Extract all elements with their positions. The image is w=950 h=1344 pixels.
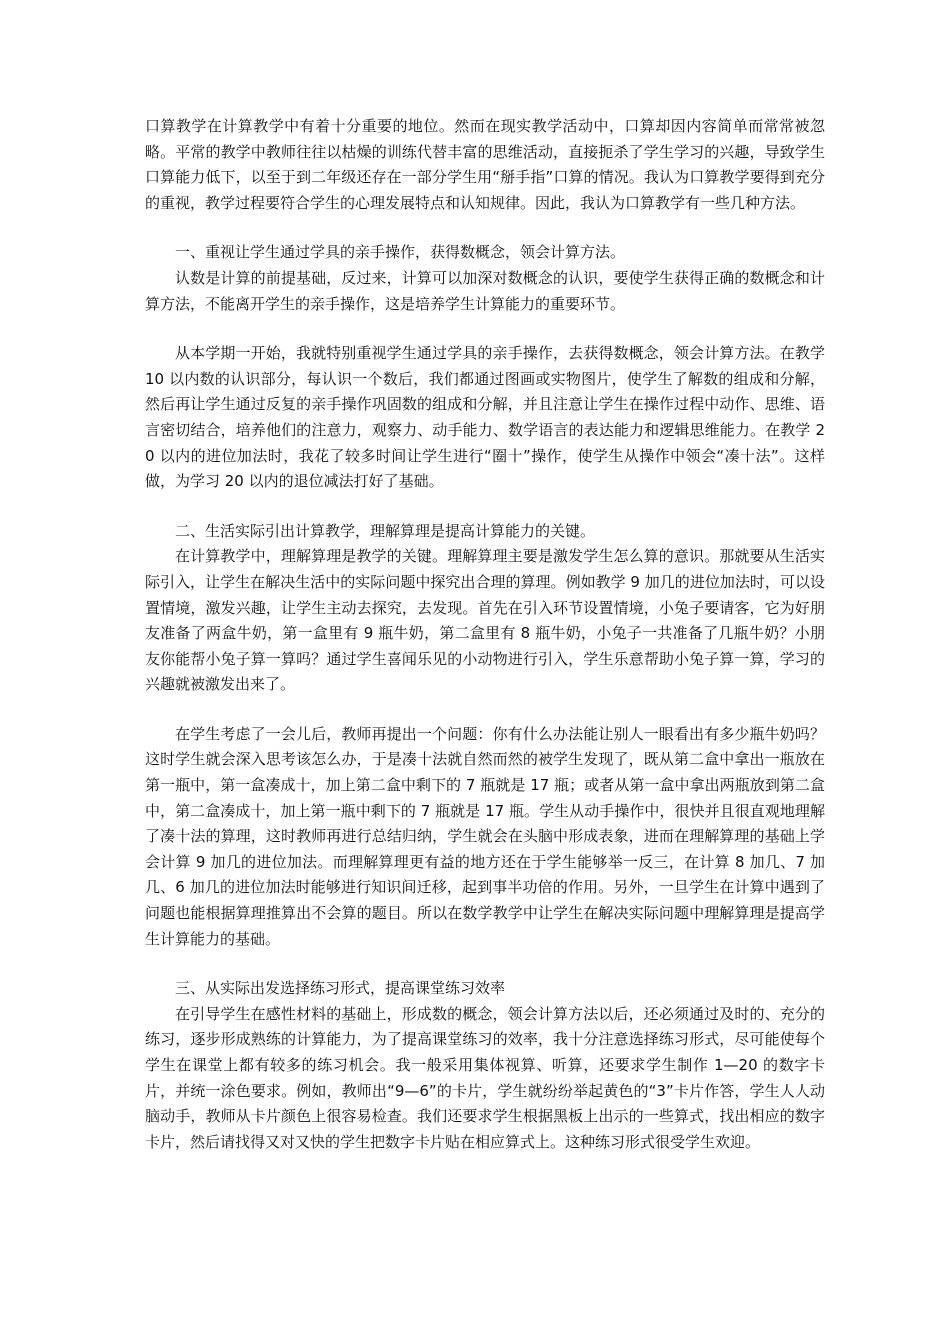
document-page [145, 114, 825, 1155]
intro-paragraph: 口算教学在计算教学中有着十分重要的地位。然而在现实教学活动中，口算却因内容简单而常常被忽略。平常的教学中教师往往以枯燥的训练代替丰富的思维活动，直接扼杀了学生学习的兴趣，导致学生口算能力低下，以至于到二年级还存在一部分学生用“掰手指”口算的情况。我认为口算教学要得到充分的重视，教学过程要符合学生的心理发展特点和认知规律。因此，我认为口算教学有一些几种方法。 [145, 117, 825, 212]
section-3-heading: 三、从实际出发选择练习形式，提高课堂练习效率 [175, 979, 506, 998]
section-1-paragraph-2: 从本学期一开始，我就特别重视学生通过学具的亲手操作，去获得数概念，领会计算方法。在教学 10 以内数的认识部分，每认识一个数后，我们都通过图画或实物图片，使学生了解数的组成和分解，然后再让学生通过反复的亲手操作巩固数的组成和分解，并且注意让学生在操作过程中动作、思维、语言密切结合，培养他们的注意力，观察力、动手能力、数学语言的表达能力和逻辑思维能力。在教学 20 以内的进位加法时，我花了较多时间让学生进行“圈十”操作，使学生从操作中领会“凑十法”。这样做，为学习 20 以内的退位减法打好了基础。 [145, 344, 825, 491]
section-1-heading: 一、重视让学生通过学具的亲手操作，获得数概念，领会计算方法。 [175, 243, 626, 262]
section-1-paragraph-1: 认数是计算的前提基础，反过来，计算可以加深对数概念的认识，要使学生获得正确的数概念和计算方法，不能离开学生的亲手操作，这是培养学生计算能力的重要环节。 [145, 268, 825, 313]
section-2-paragraph-2: 在学生考虑了一会儿后，教师再提出一个问题：你有什么办法能让别人一眼看出有多少瓶牛奶吗？这时学生就会深入思考该怎么办，于是凑十法就自然而然的被学生发现了，既从第二盒中拿出一瓶放在第一瓶中，第一盒凑成十，加上第二盒中剩下的 7 瓶就是 17 瓶；或者从第一盒中拿出两瓶放到第二盒中，第二盒凑成十，加上第一瓶中剩下的 7 瓶就是 17 瓶。学生从动手操作中，很快并且很直观地理解了凑十法的算理，这时教师再进行总结归纳，学生就会在头脑中形成表象，进而在理解算理的基础上学会计算 9 加几的进位加法。而理解算理更有益的地方还在于学生能够举一反三，在计算 8 加几、7 加几、6 加几的进位加法时能够进行知识间迁移，起到事半功倍的作用。另外，一旦学生在计算中遇到了问题也能根据算理推算出不会算的题目。所以在数学教学中让学生在解决实际问题中理解算理是提高学生计算能力的基础。 [145, 724, 825, 948]
section-2-heading: 二、生活实际引出计算教学，理解算理是提高计算能力的关键。 [175, 521, 596, 540]
section-3-paragraph-1: 在引导学生在感性材料的基础上，形成数的概念，领会计算方法以后，还必须通过及时的、充分的练习，逐步形成熟练的计算能力，为了提高课堂练习的效率，我十分注意选择练习形式，尽可能使每个学生在课堂上都有较多的练习机会。我一般采用集体视算、听算，还要求学生制作 1—20 的数字卡片，并统一涂色要求。例如，教师出“9—6”的卡片，学生就纷纷举起黄色的“3”卡片作答，学生人人动脑动手，教师从卡片颜色上很容易检查。我们还要求学生根据黑板上出示的一些算式，找出相应的数字卡片，然后请找得又对又快的学生把数字卡片贴在相应算式上。这种练习形式很受学生欢迎。 [145, 1004, 825, 1151]
section-2-paragraph-1: 在计算教学中，理解算理是教学的关键。理解算理主要是激发学生怎么算的意识。那就要从生活实际引入，让学生在解决生活中的实际问题中探究出合理的算理。例如教学 9 加几的进位加法时，可以设置情境，激发兴趣，让学生主动去探究，去发现。首先在引入环节设置情境，小兔子要请客，它为好朋友准备了两盒牛奶，第一盒里有 9 瓶牛奶，第二盒里有 8 瓶牛奶，小兔子一共准备了几瓶牛奶？小朋友你能帮小兔子算一算吗？通过学生喜闻乐见的小动物进行引入，学生乐意帮助小兔子算一算，学习的兴趣就被激发出来了。 [145, 547, 825, 694]
